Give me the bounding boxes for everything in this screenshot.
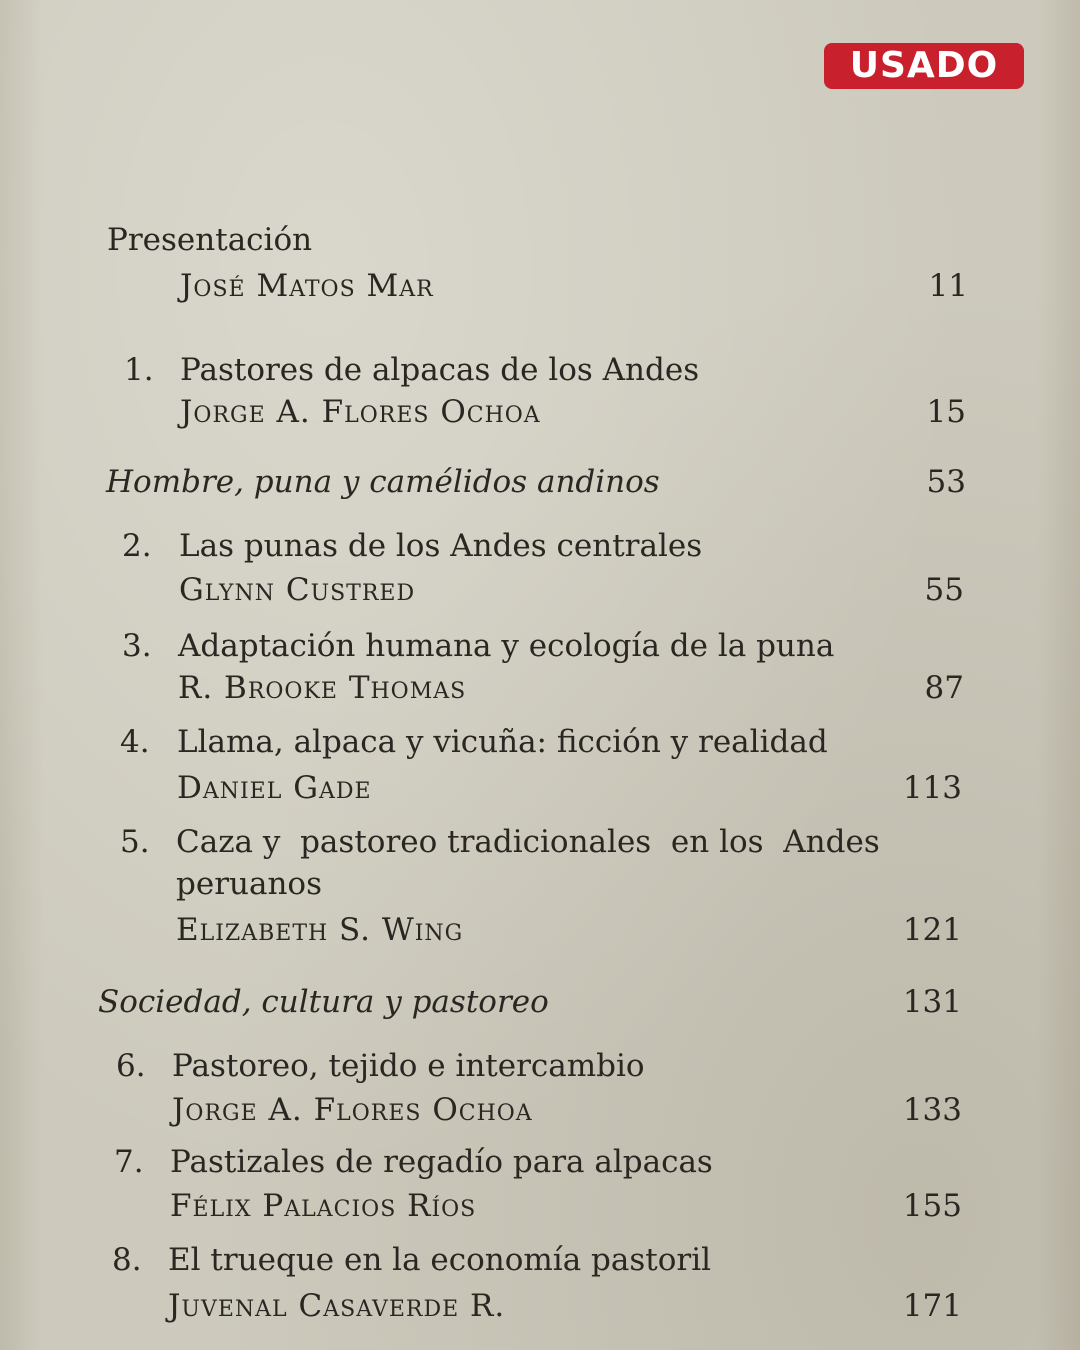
chapter-5-title: Caza y pastoreo tradicionales en los Andes bbox=[176, 824, 880, 860]
chapter-8-author: Juvenal Casaverde R. bbox=[168, 1288, 506, 1324]
chapter-4-page: 113 bbox=[902, 770, 962, 806]
chapter-4-number: 4. bbox=[120, 724, 150, 760]
chapter-7-author: Félix Palacios Ríos bbox=[170, 1188, 477, 1224]
section-2-title: Sociedad, cultura y pastoreo bbox=[98, 984, 549, 1020]
chapter-1-title: Pastores de alpacas de los Andes bbox=[180, 352, 700, 388]
chapter-1-page: 15 bbox=[926, 394, 966, 430]
chapter-2-number: 2. bbox=[122, 528, 152, 564]
chapter-3-author: R. Brooke Thomas bbox=[178, 670, 467, 706]
chapter-7-page: 155 bbox=[902, 1188, 962, 1224]
chapter-3-title: Adaptación humana y ecología de la puna bbox=[178, 628, 835, 664]
chapter-6-page: 133 bbox=[902, 1092, 962, 1128]
chapter-4-author: Daniel Gade bbox=[177, 770, 372, 806]
chapter-2-title: Las punas de los Andes centrales bbox=[179, 528, 703, 564]
section-2-page: 131 bbox=[902, 984, 962, 1020]
chapter-8-page: 171 bbox=[902, 1288, 962, 1324]
presentation-title: Presentación bbox=[107, 222, 313, 258]
chapter-6-title: Pastoreo, tejido e intercambio bbox=[172, 1048, 645, 1084]
chapter-2-page: 55 bbox=[924, 572, 964, 608]
presentation-page: 11 bbox=[928, 268, 968, 304]
chapter-3-page: 87 bbox=[924, 670, 964, 706]
chapter-6-number: 6. bbox=[116, 1048, 146, 1084]
chapter-5-number: 5. bbox=[120, 824, 150, 860]
used-badge: USADO bbox=[824, 43, 1024, 89]
chapter-2-author: Glynn Custred bbox=[179, 572, 416, 608]
chapter-6-author: Jorge A. Flores Ochoa bbox=[172, 1092, 533, 1128]
chapter-7-number: 7. bbox=[114, 1144, 144, 1180]
chapter-8-number: 8. bbox=[112, 1242, 142, 1278]
chapter-3-number: 3. bbox=[122, 628, 152, 664]
chapter-5-title-continued: peruanos bbox=[176, 866, 322, 902]
chapter-4-title: Llama, alpaca y vicuña: ficción y realidad bbox=[177, 724, 828, 760]
chapter-1-author: Jorge A. Flores Ochoa bbox=[180, 394, 541, 430]
chapter-1-number: 1. bbox=[124, 352, 154, 388]
chapter-5-page: 121 bbox=[902, 912, 962, 948]
chapter-8-title: El trueque en la economía pastoril bbox=[168, 1242, 712, 1278]
chapter-7-title: Pastizales de regadío para alpacas bbox=[170, 1144, 713, 1180]
section-1-title: Hombre, puna y camélidos andinos bbox=[106, 464, 660, 500]
presentation-author: José Matos Mar bbox=[180, 268, 434, 304]
section-1-page: 53 bbox=[926, 464, 966, 500]
chapter-5-author: Elizabeth S. Wing bbox=[176, 912, 464, 948]
